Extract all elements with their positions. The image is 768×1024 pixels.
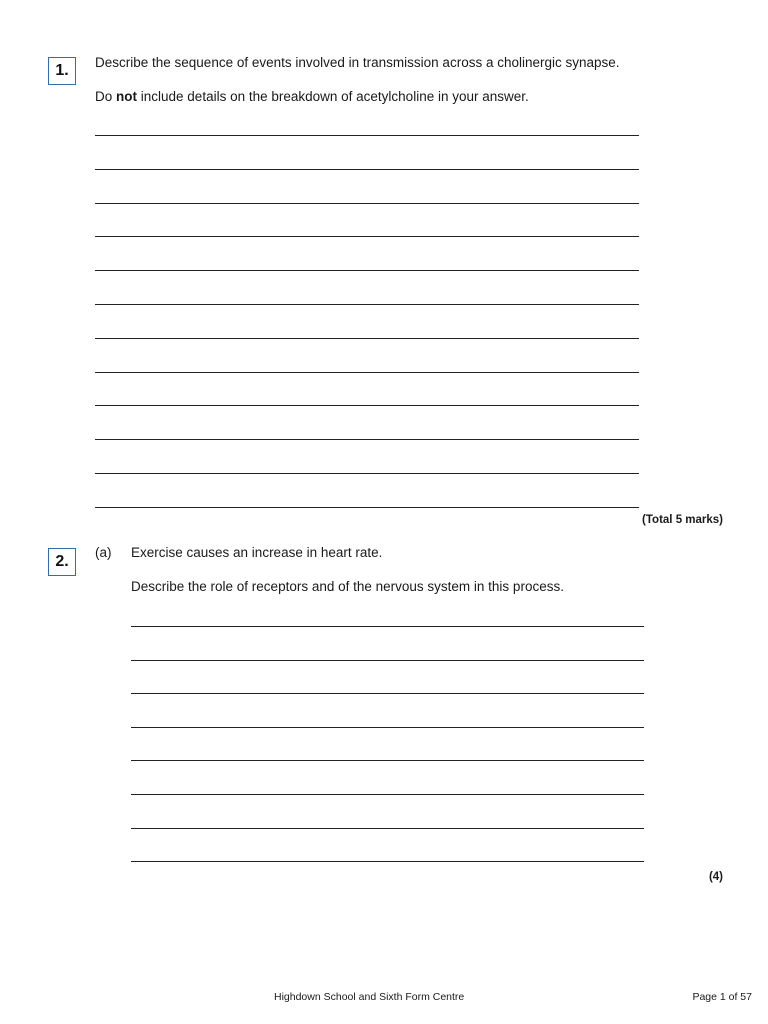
footer-page-number: Page 1 of 57 — [692, 991, 752, 1003]
question-sub-prompt: Describe the role of receptors and of the nervous system in this process. — [131, 579, 564, 594]
instruction-emphasis: not — [116, 89, 138, 104]
total-marks: (Total 5 marks) — [642, 514, 723, 526]
answer-line[interactable] — [131, 794, 644, 795]
answer-line[interactable] — [131, 828, 644, 829]
answer-line[interactable] — [95, 304, 639, 305]
question-number: 2. — [55, 553, 69, 570]
question-prompt: Exercise causes an increase in heart rate. — [131, 545, 383, 560]
instruction-text-end: include details on the breakdown of acetylcholine in your answer. — [137, 89, 529, 104]
part-marks: (4) — [708, 871, 723, 883]
answer-line[interactable] — [131, 693, 644, 694]
answer-line[interactable] — [95, 372, 639, 373]
answer-line[interactable] — [95, 405, 639, 406]
answer-line[interactable] — [95, 473, 639, 474]
answer-line[interactable] — [95, 439, 639, 440]
part-label: (a) — [95, 545, 112, 560]
question-number-box — [48, 57, 76, 85]
instruction-text-start: Do — [95, 89, 117, 104]
answer-line[interactable] — [95, 270, 639, 271]
answer-line[interactable] — [95, 338, 639, 339]
answer-line[interactable] — [131, 727, 644, 728]
answer-line[interactable] — [95, 236, 639, 237]
answer-line[interactable] — [95, 135, 639, 136]
answer-line[interactable] — [95, 507, 639, 508]
question-instruction — [95, 89, 529, 104]
question-prompt: Describe the sequence of events involved in transmission across a cholinergic synapse. — [95, 55, 620, 70]
question-number-box — [48, 548, 76, 576]
answer-line[interactable] — [131, 626, 644, 627]
answer-line[interactable] — [95, 203, 639, 204]
answer-line[interactable] — [131, 861, 644, 862]
answer-line[interactable] — [131, 760, 644, 761]
footer-school-name: Highdown School and Sixth Form Centre — [274, 991, 465, 1003]
question-number: 1. — [55, 62, 69, 79]
answer-line[interactable] — [95, 169, 639, 170]
answer-line[interactable] — [131, 660, 644, 661]
